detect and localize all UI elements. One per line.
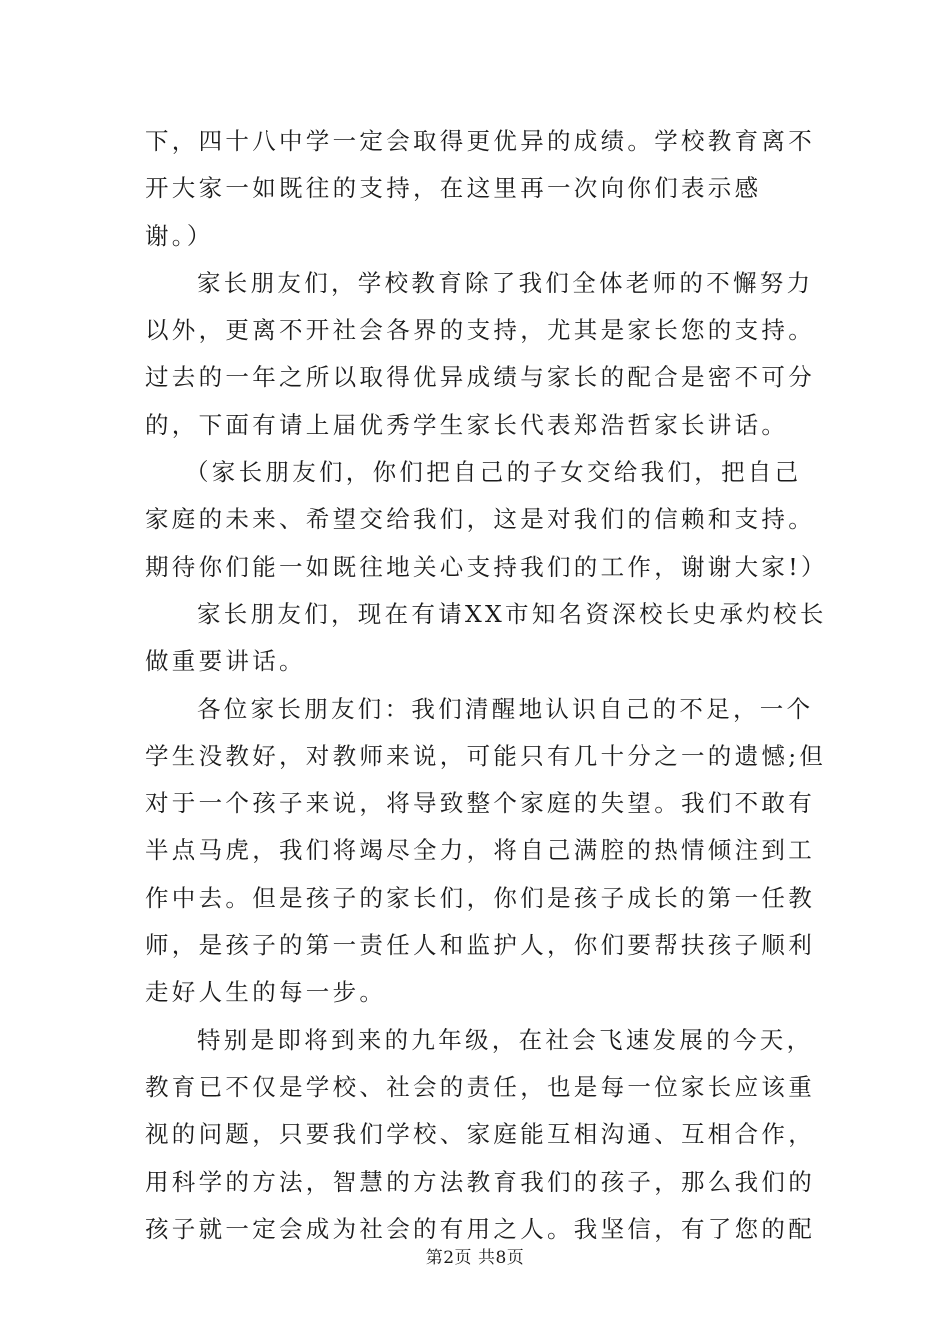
text-line: （家长朋友们，你们把自己的子女交给我们，把自己 xyxy=(185,458,802,487)
text-line: 家庭的未来、希望交给我们，这是对我们的信赖和支持。 xyxy=(145,505,815,534)
text-line: 用科学的方法，智慧的方法教育我们的孩子，那么我们的 xyxy=(145,1167,815,1196)
text-line: 特别是即将到来的九年级，在社会飞速发展的今天， xyxy=(197,1025,814,1054)
text-line: 下，四十八中学一定会取得更优异的成绩。学校教育离不 xyxy=(145,127,815,155)
text-line: 家长朋友们，现在有请XX市知名资深校长史承灼校长 xyxy=(197,599,827,628)
text-line: 谢。） xyxy=(145,221,214,250)
text-line: 视的问题，只要我们学校、家庭能互相沟通、互相合作， xyxy=(145,1120,815,1149)
text-line: 以外，更离不开社会各界的支持，尤其是家长您的支持。 xyxy=(145,316,815,345)
text-line: 孩子就一定会成为社会的有用之人。我坚信，有了您的配 xyxy=(145,1214,815,1243)
text-line: 过去的一年之所以取得优异成绩与家长的配合是密不可分 xyxy=(145,363,815,392)
text-line: 走好人生的每一步。 xyxy=(145,978,387,1007)
text-line: 开大家一如既往的支持，在这里再一次向你们表示感 xyxy=(145,174,762,203)
text-line: 师，是孩子的第一责任人和监护人，你们要帮扶孩子顺利 xyxy=(145,931,815,960)
page-number-footer: 第2页 共8页 xyxy=(425,1248,525,1268)
text-line: 做重要讲话。 xyxy=(145,647,306,676)
text-line: 期待你们能一如既往地关心支持我们的工作，谢谢大家!） xyxy=(145,552,828,581)
text-line: 的，下面有请上届优秀学生家长代表郑浩哲家长讲话。 xyxy=(145,410,789,439)
body-text xyxy=(145,118,828,1253)
text-line: 半点马虎，我们将竭尽全力，将自己满腔的热情倾注到工 xyxy=(145,836,815,865)
text-line: 作中去。但是孩子的家长们，你们是孩子成长的第一任教 xyxy=(145,883,815,912)
text-line: 对于一个孩子来说，将导致整个家庭的失望。我们不敢有 xyxy=(145,789,815,818)
text-line: 教育已不仅是学校、社会的责任，也是每一位家长应该重 xyxy=(145,1072,815,1101)
text-line: 家长朋友们，学校教育除了我们全体老师的不懈努力 xyxy=(197,268,814,297)
text-line: 学生没教好，对教师来说，可能只有几十分之一的遗憾;但 xyxy=(145,741,827,770)
text-line: 各位家长朋友们：我们清醒地认识自己的不足，一个 xyxy=(197,694,814,723)
